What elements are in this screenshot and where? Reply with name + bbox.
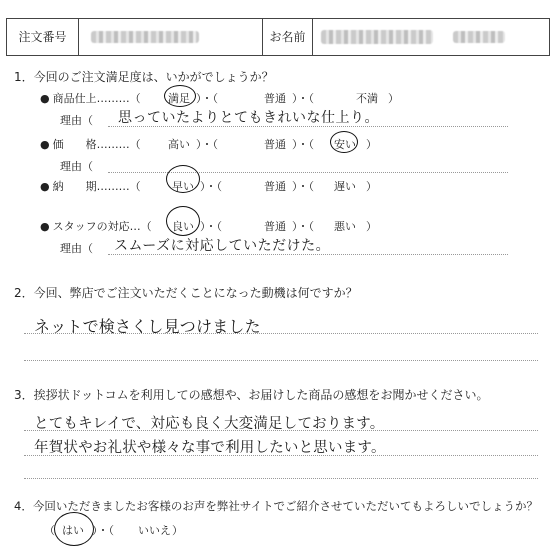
q1-reason-label: 理由（: [60, 242, 93, 255]
selection-circle: [166, 165, 200, 193]
q1-title: 1．今回のご注文満足度は、いかがでしょうか？: [14, 70, 274, 84]
q4-title: 4．今回いただきましたお客様のお声を弊社サイトでご紹介させていただいてもよろしいでしょうか？: [14, 499, 539, 513]
q1-item-label: スタッフの対応…（: [52, 220, 152, 233]
q1-close: ）: [366, 138, 377, 151]
q1-opt2: 普通: [264, 138, 286, 151]
q2-title: 2．今回、弊店でご注文いただくことになった動機は何ですか？: [14, 286, 358, 300]
q1-opt3: 安い: [334, 138, 356, 151]
q1-sep: ）・（: [292, 92, 314, 105]
selection-circle: [330, 131, 358, 153]
q1-opt1: 良い: [172, 220, 194, 233]
answer-line: [108, 254, 508, 255]
q1-reason-handwritten: 思っていたよりとてもきれいな仕上り。: [118, 110, 379, 126]
q1-item-staff: [40, 218, 152, 234]
q4-no: いいえ: [138, 524, 171, 537]
q1-item-label: 商品仕上………（: [52, 92, 141, 105]
q1-reason-label: 理由（: [60, 160, 93, 173]
answer-line: [24, 455, 538, 456]
customer-name-label: お名前: [263, 19, 313, 55]
q4-close: ）: [172, 524, 183, 537]
q1-close: ）: [366, 180, 377, 193]
q1-opt2: 普通: [264, 220, 286, 233]
q1-reason-handwritten: スムーズに対応していただけた。: [114, 238, 331, 254]
q4-yes: はい: [62, 524, 84, 537]
answer-line: [108, 126, 508, 127]
q2-answer-handwritten: ネットで検さくし見つけました: [34, 317, 261, 336]
q3-answer-line2: 年賀状やお礼状や様々な事で利用したいと思います。: [34, 440, 386, 456]
bullet-icon: ●: [40, 180, 50, 193]
q1-item-label: 納 期………（: [52, 180, 141, 193]
q1-sep: ）・（: [196, 138, 218, 151]
q1-opt2: 普通: [264, 180, 286, 193]
q1-item-price: [40, 136, 141, 152]
q1-opt3: 悪い: [334, 220, 356, 233]
q1-sep: ）・（: [292, 180, 314, 193]
q1-sep: ）・（: [292, 138, 314, 151]
q1-opt1: 高い: [168, 138, 190, 151]
answer-line: [24, 430, 538, 431]
q1-sep: ）・（: [200, 220, 222, 233]
q1-sep: ）・（: [200, 180, 222, 193]
q1-sep: ）・（: [196, 92, 218, 105]
bullet-icon: ●: [40, 92, 50, 105]
q1-item-quality: [40, 90, 141, 106]
q1-opt1: 満足: [168, 92, 190, 105]
q4-open: （: [44, 524, 55, 537]
q1-opt3: 遅い: [334, 180, 356, 193]
q1-item-label: 価 格………（: [52, 138, 141, 151]
redacted-name-2: [453, 31, 505, 43]
selection-circle: [164, 85, 196, 107]
q4-sep: ）・（: [92, 524, 114, 537]
q1-close: ）: [366, 220, 377, 233]
order-number-label: 注文番号: [7, 19, 79, 55]
answer-line: [24, 333, 538, 334]
q1-opt2: 普通: [264, 92, 286, 105]
redacted-order-number: [91, 31, 199, 43]
q1-sep: ）・（: [292, 220, 314, 233]
bullet-icon: ●: [40, 220, 50, 233]
q1-item-delivery: [40, 178, 141, 194]
answer-line: [24, 478, 538, 479]
redacted-name-1: [321, 30, 433, 44]
q1-reason-label: 理由（: [60, 114, 93, 127]
q1-close: ）: [388, 92, 399, 105]
order-number-value: [79, 19, 263, 55]
answer-line: [24, 360, 538, 361]
selection-circle: [166, 206, 200, 236]
q3-title: 3．挨拶状ドットコムを利用しての感想や、お届けした商品の感想をお聞かせください。: [14, 388, 489, 402]
header-table: [6, 18, 550, 56]
customer-name-value: [313, 19, 549, 55]
q1-opt3: 不満: [356, 92, 378, 105]
q1-opt1: 早い: [172, 180, 194, 193]
selection-circle: [54, 512, 94, 546]
q3-answer-line1: とてもキレイで、対応も良く大変満足しております。: [34, 416, 385, 432]
bullet-icon: ●: [40, 138, 50, 151]
